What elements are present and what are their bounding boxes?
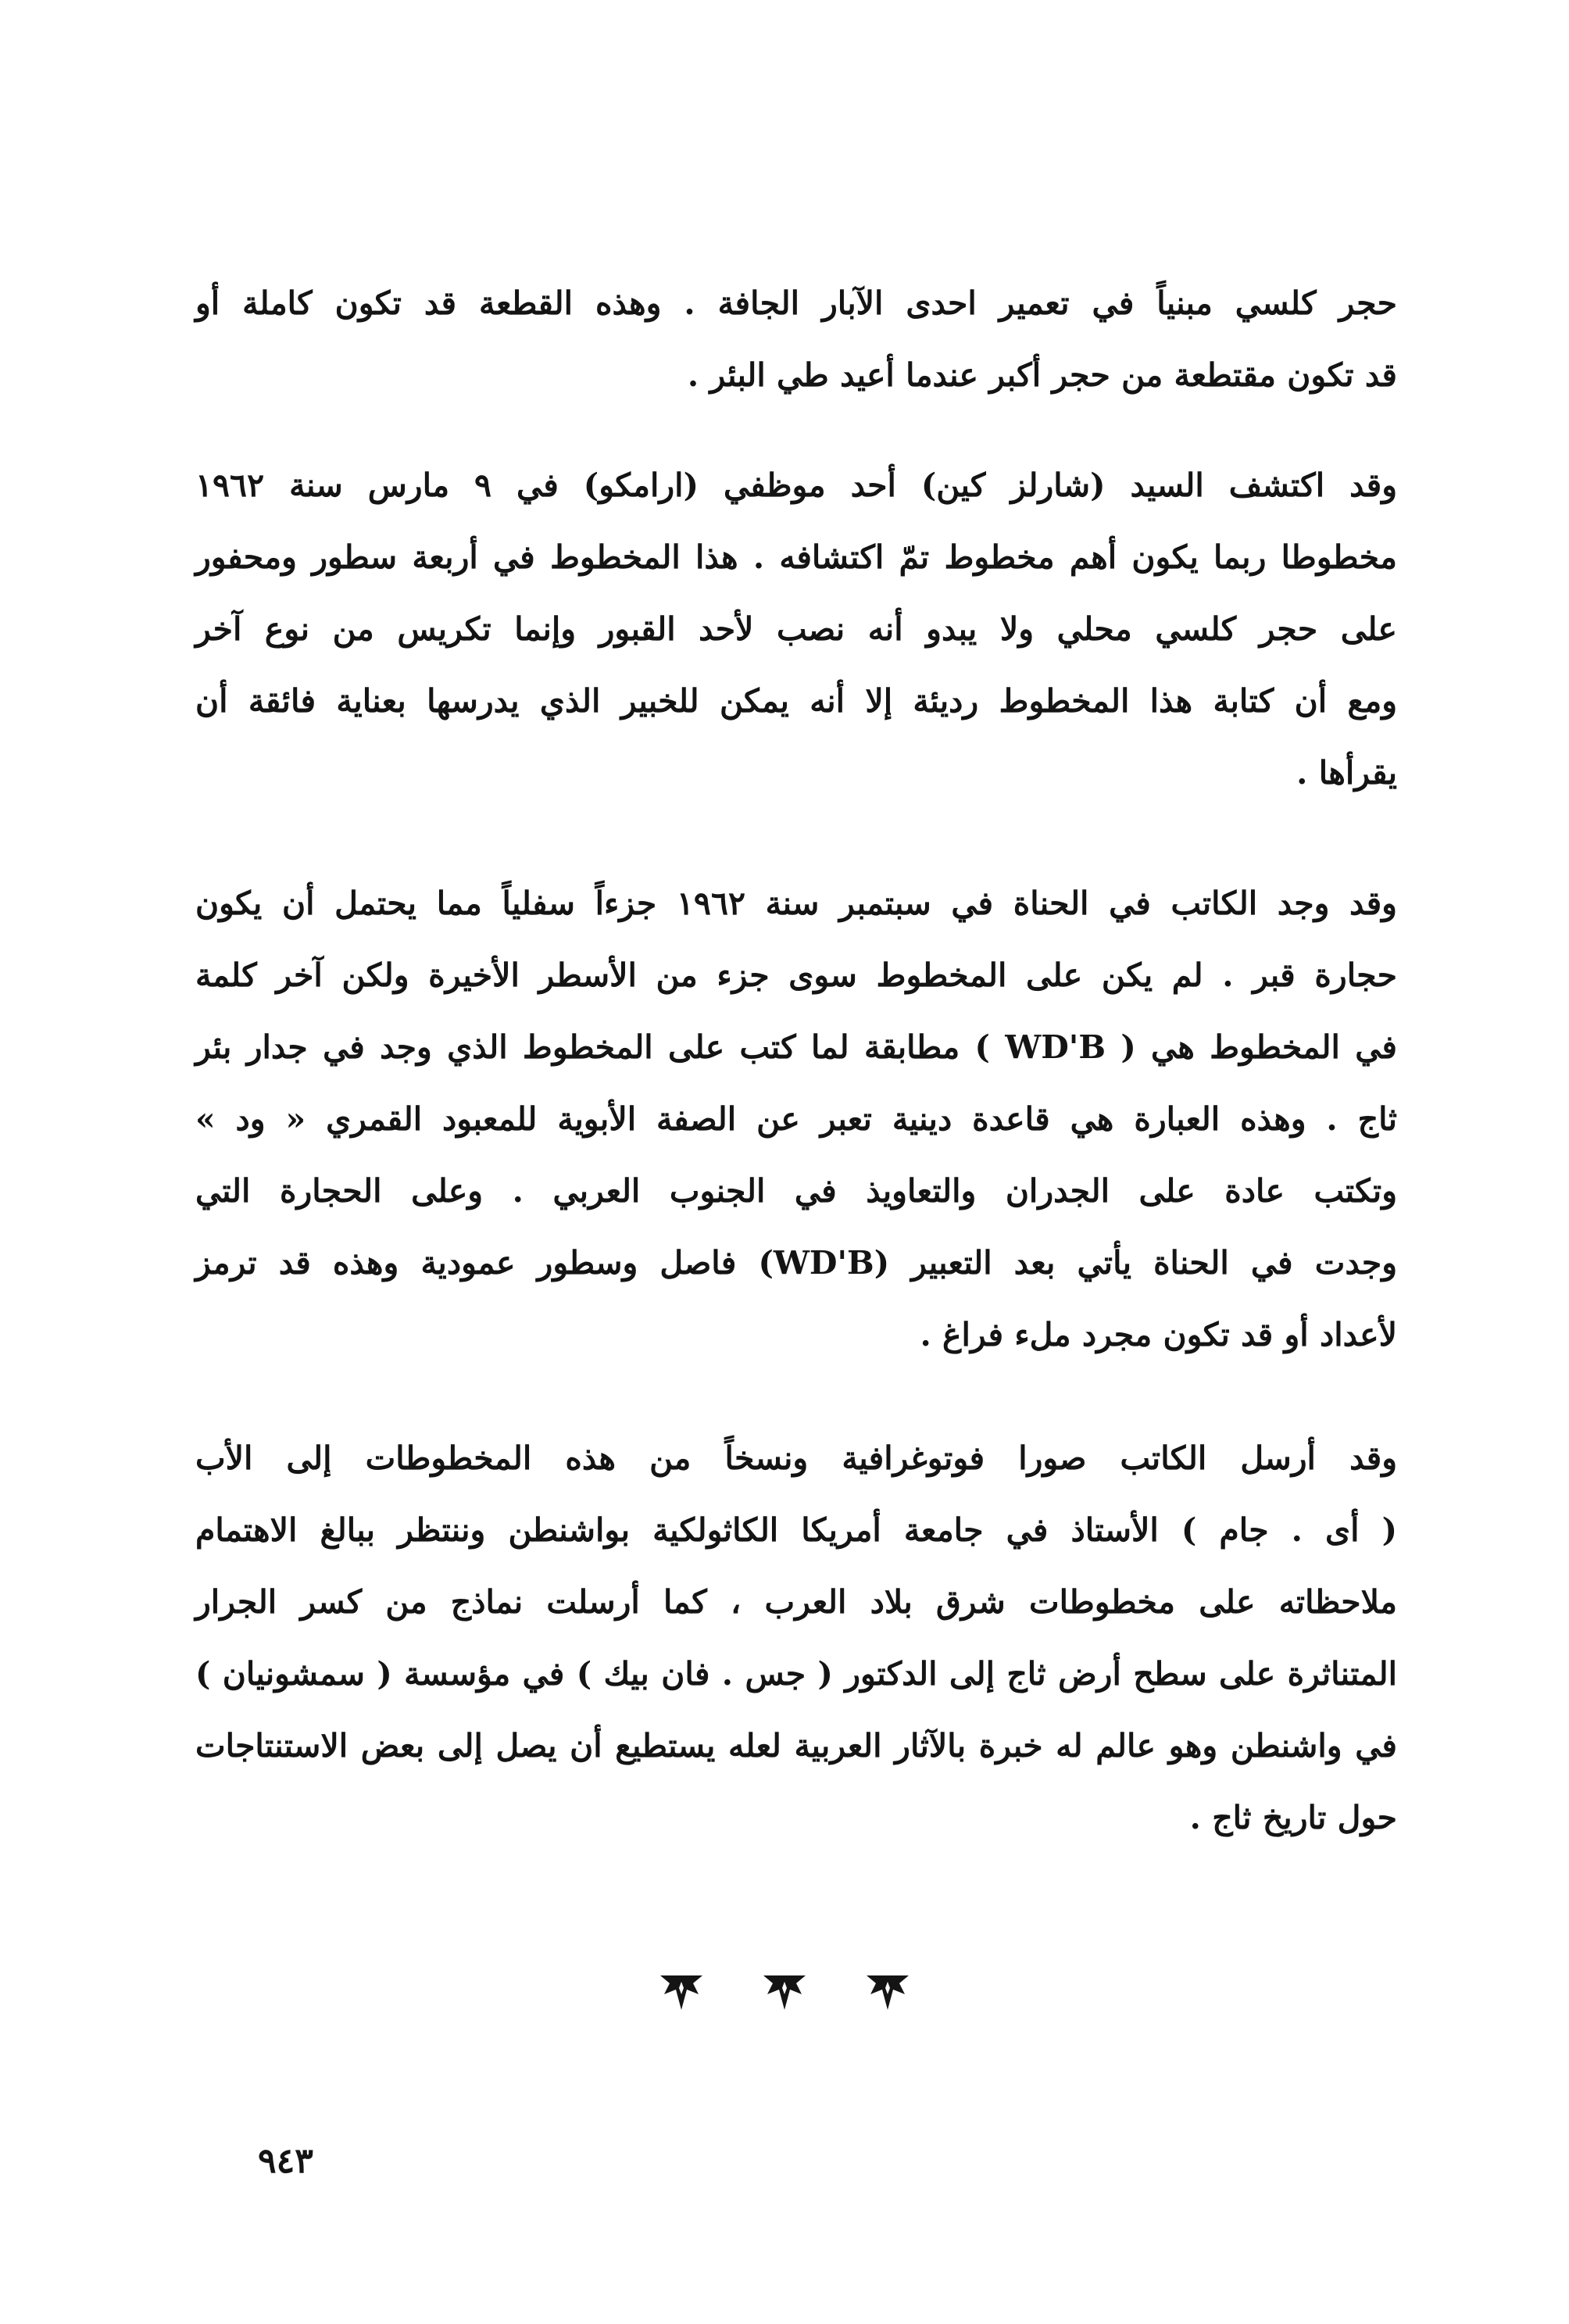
paragraph-1: [195, 267, 1397, 411]
section-divider: [0, 1961, 1569, 2024]
text-line: ( أى . جام ) الأستاذ في جامعة أمريكا الكاثولكية بواشنطن وننتظر ببالغ الاهتمام: [195, 1511, 1397, 1549]
text-line: وجدت في الحناة يأتي بعد التعبير (WD'B) فاصل وسطور عمودية وهذه قد ترمز: [195, 1244, 1398, 1282]
text-line: في المخطوط هي ( WD'B ) مطابقة لما كتب على المخطوط الذي وجد في جدار بئر: [195, 1028, 1397, 1066]
text-line: لأعداد أو قد تكون مجرد ملء فراغ .: [920, 1316, 1397, 1353]
text-line: ومع أن كتابة هذا المخطوط رديئة إلا أنه يمكن للخبير الذي يدرسها بعناية فائقة أن: [195, 682, 1397, 720]
text-line: في واشنطن وهو عالم له خبرة بالآثار العربية لعله يستطيع أن يصل إلى بعض الاستنتاجات: [195, 1727, 1397, 1764]
text-line: حجارة قبر . لم يكن على المخطوط سوى جزء من الأسطر الأخيرة ولكن آخر كلمة: [195, 956, 1397, 994]
text-line: حول تاريخ ثاج .: [1189, 1799, 1397, 1836]
text-line: حجر كلسي مبنياً في تعمير احدى الآبار الجافة . وهذه القطعة قد تكون كاملة أو: [195, 284, 1397, 322]
text-line: على حجر كلسي محلي ولا يبدو أنه نصب لأحد القبور وإنما تكريس من نوع آخر: [195, 610, 1397, 648]
asterism-ornament-icon: [657, 1971, 706, 2015]
text-line: ملاحظاته على مخطوطات شرق بلاد العرب ، كما أرسلت نماذج من كسر الجرار: [195, 1583, 1397, 1621]
text-line: يقرأها .: [1296, 754, 1397, 792]
text-line: وقد أرسل الكاتب صورا فوتوغرافية ونسخاً من هذه المخطوطات إلى الأب: [195, 1439, 1397, 1477]
text-line: وقد اكتشف السيد (شارلز كين) أحد موظفي (ارامكو) في ٩ مارس سنة ١٩٦٢: [195, 467, 1397, 504]
asterism-ornament-icon: [863, 1971, 912, 2015]
text-line: مخطوطا ربما يكون أهم مخطوط تمّ اكتشافه . هذا المخطوط في أربعة سطور ومحفور: [195, 538, 1397, 576]
paragraph-4: [195, 1422, 1397, 1854]
asterism-ornament-icon: [760, 1971, 809, 2015]
text-line: المتناثرة على سطح أرض ثاج إلى الدكتور ( جس . فان بيك ) في مؤسسة ( سمشونيان ): [195, 1655, 1397, 1693]
text-line: ثاج . وهذه العبارة هي قاعدة دينية تعبر عن الصفة الأبوية للمعبود القمري « ود »: [195, 1100, 1397, 1138]
paragraph-2: [195, 449, 1397, 809]
paragraph-3: [195, 867, 1397, 1371]
text-line: وقد وجد الكاتب في الحناة في سبتمبر سنة ١٩٦٢ جزءاً سفلياً مما يحتمل أن يكون: [195, 885, 1397, 922]
text-line: قد تكون مقتطعة من حجر أكبر عندما أعيد طي البئر .: [687, 356, 1397, 394]
text-line: وتكتب عادة على الجدران والتعاويذ في الجنوب العربي . وعلى الحجارة التي: [195, 1172, 1397, 1210]
page-number: ٩٤٣: [258, 2141, 313, 2181]
